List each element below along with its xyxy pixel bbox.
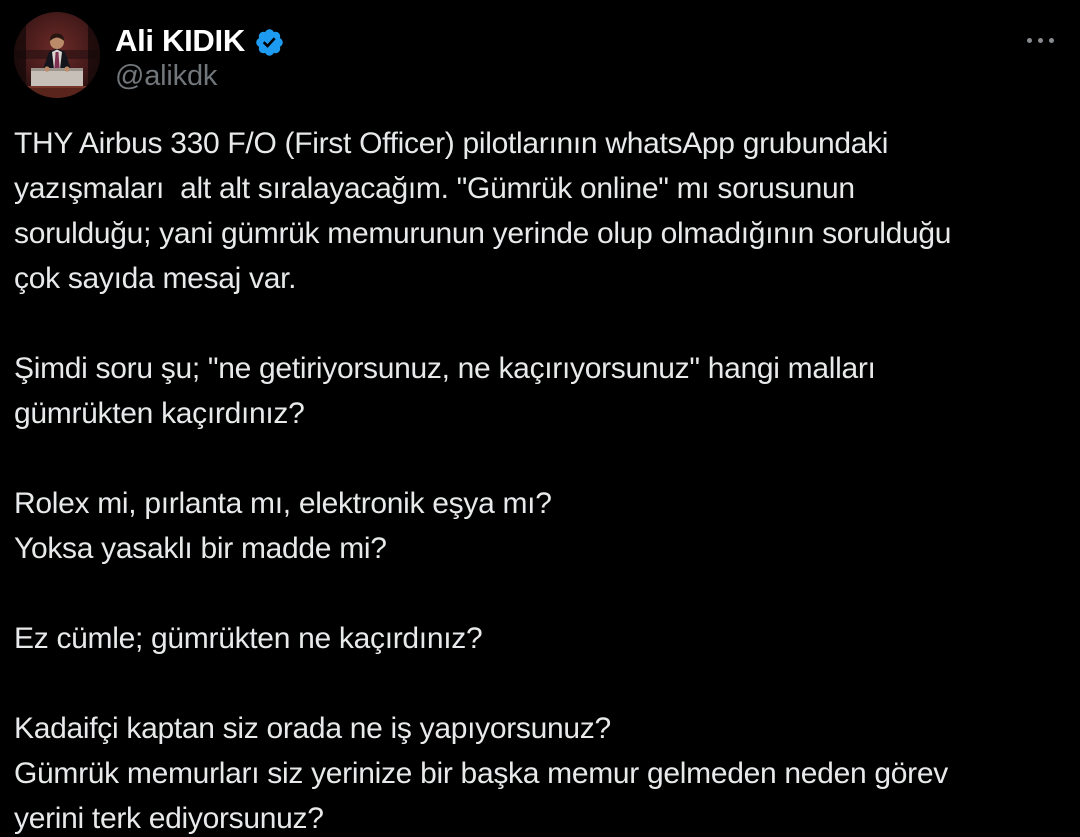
display-name[interactable]: Ali KIDIK xyxy=(115,23,245,58)
tweet-text-line: THY Airbus 330 F/O (First Officer) pilotlarının whatsApp grubundaki xyxy=(14,127,889,160)
tweet-text-line: yerini terk ediyorsunuz? xyxy=(14,802,324,835)
tweet-paragraph xyxy=(14,121,1066,301)
tweet-text-line: Ez cümle; gümrükten ne kaçırdınız? xyxy=(14,622,483,655)
tweet-text xyxy=(14,121,1066,837)
tweet-paragraph xyxy=(14,481,1066,571)
tweet-text-line: Şimdi soru şu; "ne getiriyorsunuz, ne kaçırıyorsunuz" hangi malları xyxy=(14,352,876,385)
tweet-paragraph xyxy=(14,346,1066,436)
more-icon xyxy=(1038,38,1043,43)
tweet-header xyxy=(14,12,1066,98)
tweet-text-line: Rolex mi, pırlanta mı, elektronik eşya mı? xyxy=(14,487,552,520)
name-block xyxy=(115,12,285,93)
verified-badge-icon[interactable] xyxy=(254,27,285,58)
more-button[interactable] xyxy=(1023,34,1058,47)
tweet-text-line: gümrükten kaçırdınız? xyxy=(14,397,305,430)
tweet-paragraph xyxy=(14,706,1066,837)
avatar[interactable] xyxy=(14,12,100,98)
tweet-text-line: Yoksa yasaklı bir madde mi? xyxy=(14,532,387,565)
more-icon xyxy=(1049,38,1054,43)
name-row xyxy=(115,23,285,59)
avatar-image xyxy=(14,12,100,98)
more-icon xyxy=(1027,38,1032,43)
tweet-text-line: yazışmaları alt alt sıralayacağım. "Gümrük online" mı sorusunun xyxy=(14,172,855,205)
tweet-paragraph xyxy=(14,616,1066,661)
tweet-text-line: çok sayıda mesaj var. xyxy=(14,262,297,295)
tweet-text-line: Gümrük memurları siz yerinize bir başka memur gelmeden neden görev xyxy=(14,757,948,790)
user-handle[interactable]: @alikdk xyxy=(115,60,218,92)
tweet-text-line: sorulduğu; yani gümrük memurunun yerinde olup olmadığının sorulduğu xyxy=(14,217,952,250)
tweet-text-line: Kadaifçi kaptan siz orada ne iş yapıyorsunuz? xyxy=(14,712,611,745)
